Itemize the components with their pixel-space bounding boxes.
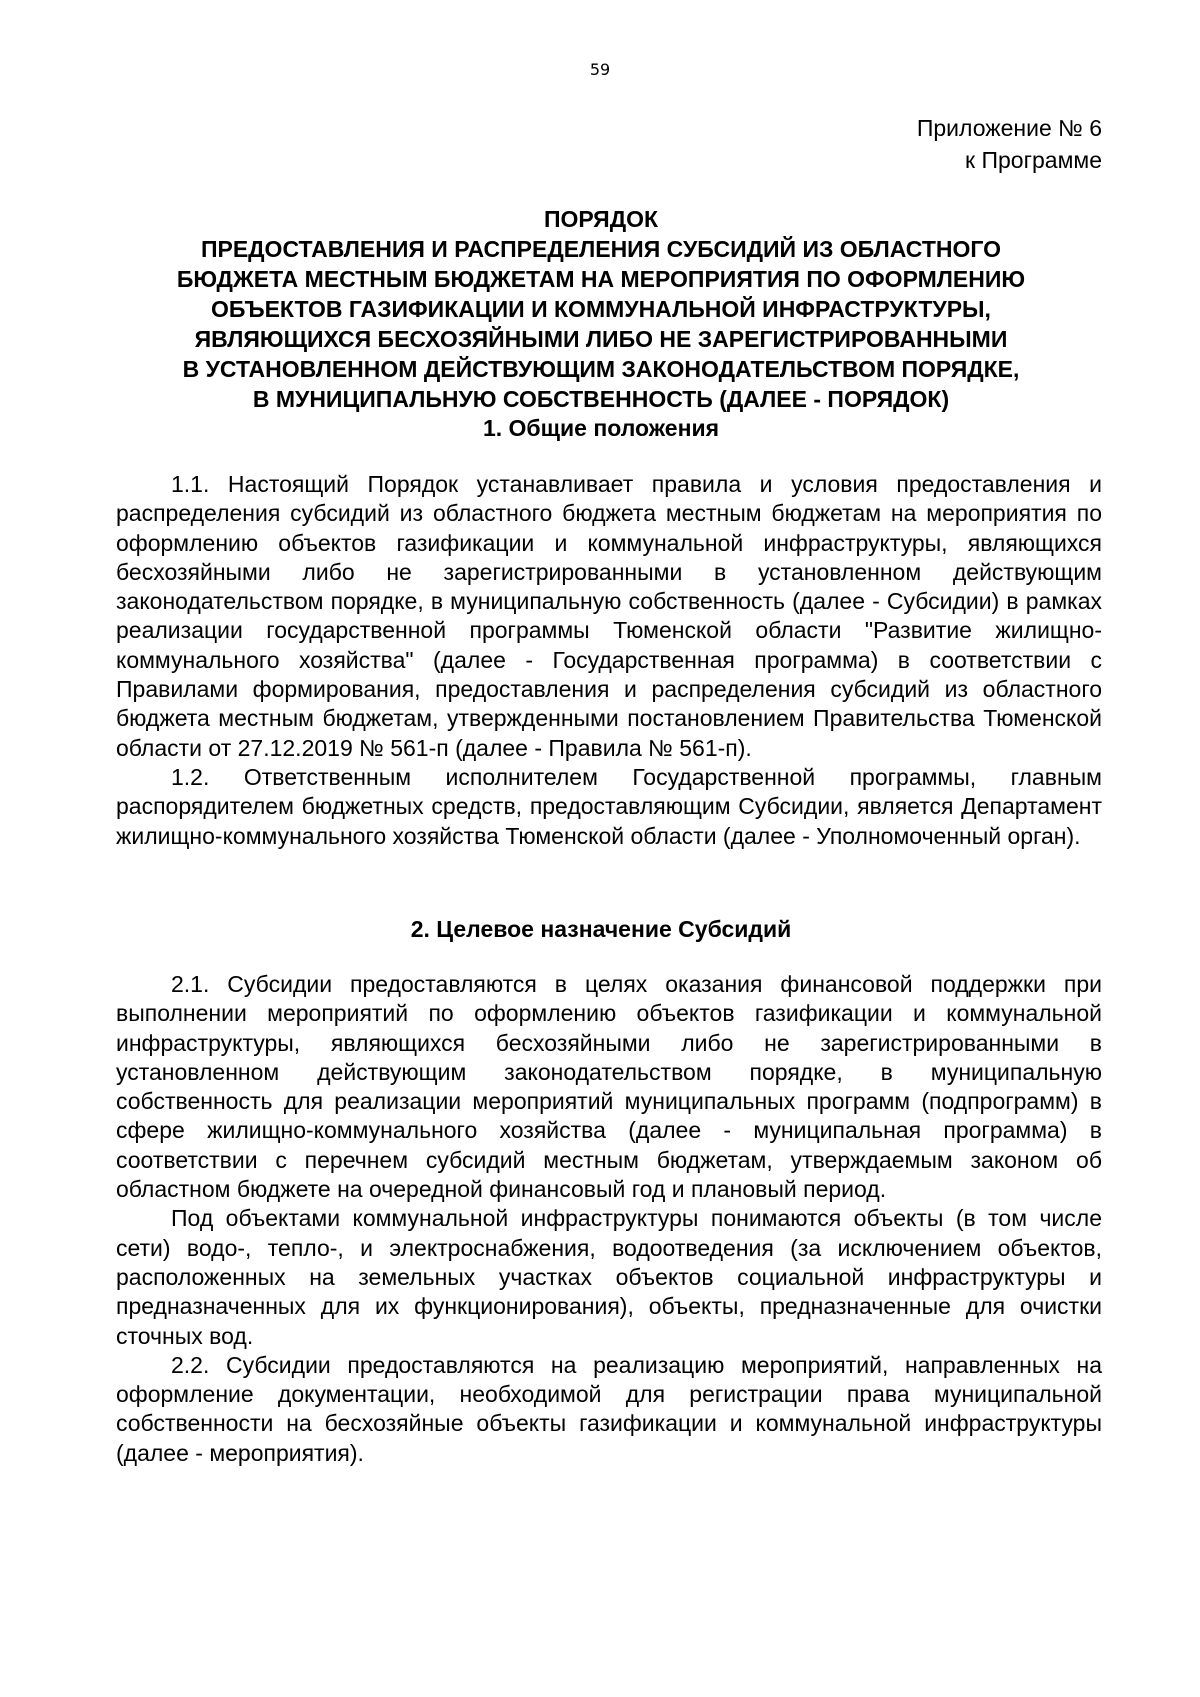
- paragraph: 2.1. Субсидии предоставляются в целях оказания финансовой поддержки при выполнении мероприятий по оформлению объектов газификации и коммунальной инфраструктуры, являющихся бесхозяйными либо не зарегистрированными в установленном действующим законодательством порядке, в муниципальную собственность для реализации мероприятий муниципальных программ (подпрограмм) в сфере жилищно-коммунального хозяйства (далее - муниципальная программа) в соответствии с перечнем субсидий местным бюджетам, утверждаемым законом об областном бюджете на очередной финансовый год и плановый период.: [116, 971, 1102, 1203]
- title-line: ОБЪЕКТОВ ГАЗИФИКАЦИИ И КОММУНАЛЬНОЙ ИНФРАСТРУКТУРЫ,: [211, 296, 991, 322]
- paragraph: Под объектами коммунальной инфраструктуры понимаются объекты (в том числе сети) водо-, тепло-, и электроснабжения, водоотведения (за исключением объектов, расположенных на земельных участках объектов социальной инфраструктуры и предназначенных для их функционирования), объекты, предназначенные для очистки сточных вод.: [116, 1205, 1102, 1349]
- paragraph: 2.2. Субсидии предоставляются на реализацию мероприятий, направленных на оформление документации, необходимой для регистрации права муниципальной собственности на бесхозяйные объекты газификации и коммунальной инфраструктуры (далее - мероприятия).: [116, 1351, 1102, 1466]
- paragraph: 1.1. Настоящий Порядок устанавливает правила и условия предоставления и распределения субсидий из областного бюджета местным бюджетам на мероприятия по оформлению объектов газификации и коммунальной инфраструктуры, являющихся бесхозяйными либо не зарегистрированными в установленном действующим законодательством порядке, в муниципальную собственность (далее - Субсидии) в рамках реализации государственной программы Тюменской области "Развитие жилищно-коммунального хозяйства" (далее - Государственная программа) в соответствии с Правилами формирования, предоставления и распределения субсидий из областного бюджета местным бюджетам, утвержденными постановлением Правительства Тюменской области от 27.12.2019 № 561-п (далее - Правила № 561-п).: [116, 471, 1102, 761]
- page-number: 59: [589, 60, 611, 79]
- title-line: ЯВЛЯЮЩИХСЯ БЕСХОЗЯЙНЫМИ ЛИБО НЕ ЗАРЕГИСТРИРОВАННЫМИ: [194, 326, 1008, 352]
- appendix-line: к Программе: [965, 147, 1102, 173]
- title-line: ПОРЯДОК: [543, 206, 659, 232]
- paragraph: 1.2. Ответственным исполнителем Государственной программы, главным распорядителем бюджетных средств, предоставляющим Субсидии, является Департамент жилищно-коммунального хозяйства Тюменской области (далее - Уполномоченный орган).: [116, 763, 1102, 849]
- section-heading: 2. Целевое назначение Субсидий: [410, 916, 792, 942]
- section-body: [116, 970, 1102, 1468]
- section-body: [116, 470, 1102, 851]
- title-line: БЮДЖЕТА МЕСТНЫМ БЮДЖЕТАМ НА МЕРОПРИЯТИЯ ПО ОФОРМЛЕНИЮ: [176, 266, 1026, 292]
- document-title: [100, 204, 1102, 414]
- appendix-reference: [917, 112, 1102, 176]
- appendix-line: Приложение № 6: [916, 115, 1102, 141]
- title-line: В МУНИЦИПАЛЬНУЮ СОБСТВЕННОСТЬ (ДАЛЕЕ - ПОРЯДОК): [252, 386, 950, 412]
- section-heading: 1. Общие положения: [482, 415, 720, 441]
- title-line: ПРЕДОСТАВЛЕНИЯ И РАСПРЕДЕЛЕНИЯ СУБСИДИЙ ИЗ ОБЛАСТНОГО: [200, 236, 1002, 262]
- title-line: В УСТАНОВЛЕННОМ ДЕЙСТВУЮЩИМ ЗАКОНОДАТЕЛЬСТВОМ ПОРЯДКЕ,: [182, 356, 1020, 382]
